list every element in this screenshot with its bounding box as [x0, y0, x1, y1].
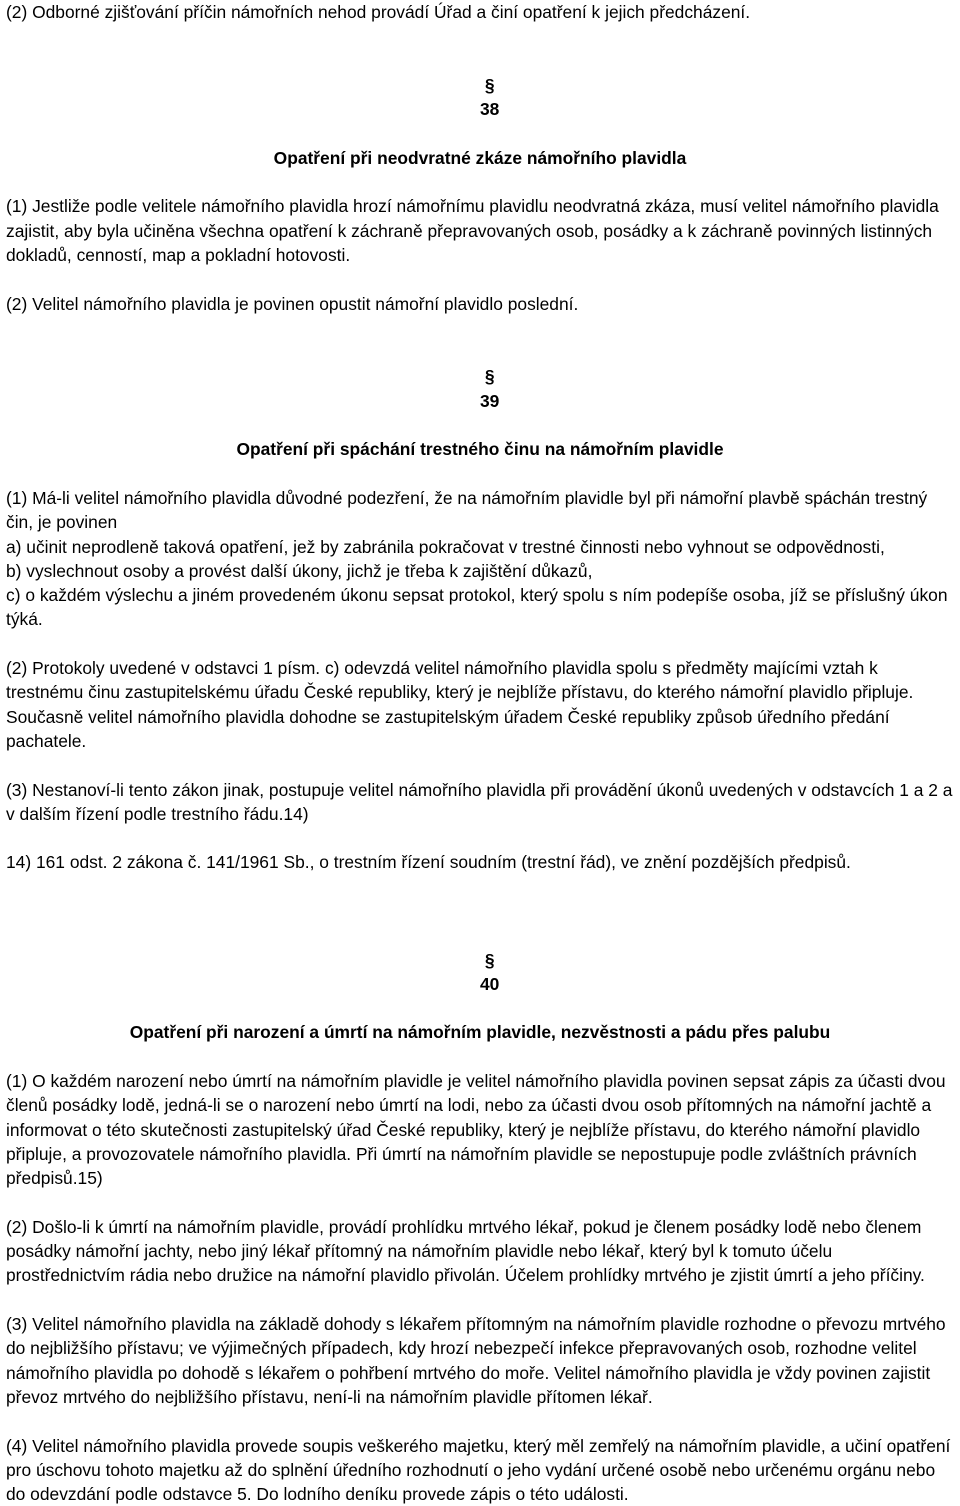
section-40-paragraph-3: (3) Velitel námořního plavidla na základě dohody s lékařem přítomným na námořním plavidle rozhodne o převozu mrtvého do nejbližšího přístavu; ve výjimečných případech, kdy hrozí nebezpečí infekce přepravovaných osob, rozhodne velitel námořního plavidla po dohodě s lékařem o pohřbení mrtvého do moře. Velitel námořního plavidla je vždy povinen zajistit převoz mrtvého do nejbližšího přístavu, není-li na námořním plavidle přítomen lékař.: [6, 1314, 951, 1407]
section-39-item-b: b) vyslechnout osoby a provést další úkony, jichž je třeba k zajištění důkazů,: [6, 560, 593, 581]
section-number: 40: [479, 973, 500, 994]
section-40-paragraph-4: (4) Velitel námořního plavidla provede soupis veškerého majetku, který měl zemřelý na námořním plavidle, a učiní opatření pro úschovu tohoto majetku až do splnění úředního rozhodnutí o jeho vydání určené osobě nebo určenému orgánu nebo do odevzdání podle odstavce 5. Do lodního deníku provede zápis o této události.: [6, 1435, 956, 1505]
section-39-paragraph-2: (2) Protokoly uvedené v odstavci 1 písm. c) odevzdá velitel námořního plavidla spolu s předměty majícími vztah k trestnému činu zastupitelskému úřadu České republiky, který je nejblíže přístavu, do kterého námořní plavidlo připluje. Současně velitel námořního plavidla dohodne se zastupitelským úřadem České republiky způsob úředního předání pachatele.: [6, 658, 919, 751]
section-38-title: Opatření při neodvratné zkáze námořního plavidla: [273, 147, 687, 168]
section-number: 38: [479, 99, 500, 120]
section-40-paragraph-2: (2) Došlo-li k úmrtí na námořním plavidle, provádí prohlídku mrtvého lékař, pokud je členem posádky lodě nebo členem posádky námořní jachty, nebo jiný lékař přítomný na námořním plavidle nebo lékař, který byl k tomuto účelu prostřednictvím rádia nebo družice na námořní plavidlo přivolán. Účelem prohlídky mrtvého je zjistit úmrtí a jeho příčiny.: [6, 1216, 927, 1286]
section-39-paragraph-1-lead: (1) Má-li velitel námořního plavidla důvodné podezření, že na námořním plavidle byl při námořní plavbě spáchán trestný čin, je povinen: [6, 487, 933, 533]
section-38-paragraph-2: (2) Velitel námořního plavidla je povinen opustit námořní plavidlo poslední.: [6, 293, 579, 314]
section-40-title: Opatření při narození a úmrtí na námořním plavidle, nezvěstnosti a pádu přes palubu: [129, 1022, 831, 1043]
section-symbol: §: [484, 949, 495, 970]
section-38-paragraph-1: (1) Jestliže podle velitele námořního plavidla hrozí námořnímu plavidlu neodvratná zkáza, musí velitel námořního plavidla zajistit, aby byla učiněna všechna opatření k záchraně přepravovaných osob, posádky a k záchraně povinných listinných dokladů, cenností, map a pokladní hotovosti.: [6, 196, 944, 265]
section-38-number: [6, 49, 954, 146]
section-39-item-a: a) učinit neprodleně taková opatření, jež by zabránila pokračovat v trestné činnosti nebo vyhnout se odpovědnosti,: [6, 536, 885, 557]
section-number: 39: [479, 390, 500, 411]
section-40-paragraph-1: (1) O každém narození nebo úmrtí na námořním plavidle je velitel námořního plavidla povinen sepsat zápis za účasti dvou členů posádky lodě, jedná-li se o narození nebo úmrtí na lodi, nebo za účasti dvou osob přítomných na námořní jachtě a informovat o této skutečnosti zastupitelský úřad České republiky, který je nejblíže přístavu, do kterého námořní plavidlo připluje, a provozovatele námořního plavidla. Při úmrtí na námořním plavidle se nepostupuje podle zvláštních právních předpisů.15): [6, 1071, 951, 1189]
section-39-number: [6, 340, 954, 437]
section-39-item-c: c) o každém výslechu a jiném provedeném úkonu sepsat protokol, který spolu s ním podepíše osoba, jíž se příslušný úkon týká.: [6, 585, 953, 630]
section-symbol: §: [484, 74, 495, 95]
section-39-paragraph-3: (3) Nestanoví-li tento zákon jinak, postupuje velitel námořního plavidla při provádění úkonů uvedených v odstavcích 1 a 2 a v dalším řízení podle trestního řádu.14): [6, 779, 958, 824]
footnote-14: 14) 161 odst. 2 zákona č. 141/1961 Sb., o trestním řízení soudním (trestní řád), ve znění pozdějších předpisů.: [6, 852, 851, 873]
section-39-title: Opatření při spáchání trestného činu na námořním plavidle: [236, 439, 724, 460]
section-symbol: §: [484, 366, 495, 387]
paragraph-intro-2: (2) Odborné zjišťování příčin námořních nehod provádí Úřad a činí opatření k jejich předcházení.: [6, 2, 751, 22]
section-40-number: [6, 923, 954, 1020]
document-page: [6, 0, 958, 1506]
